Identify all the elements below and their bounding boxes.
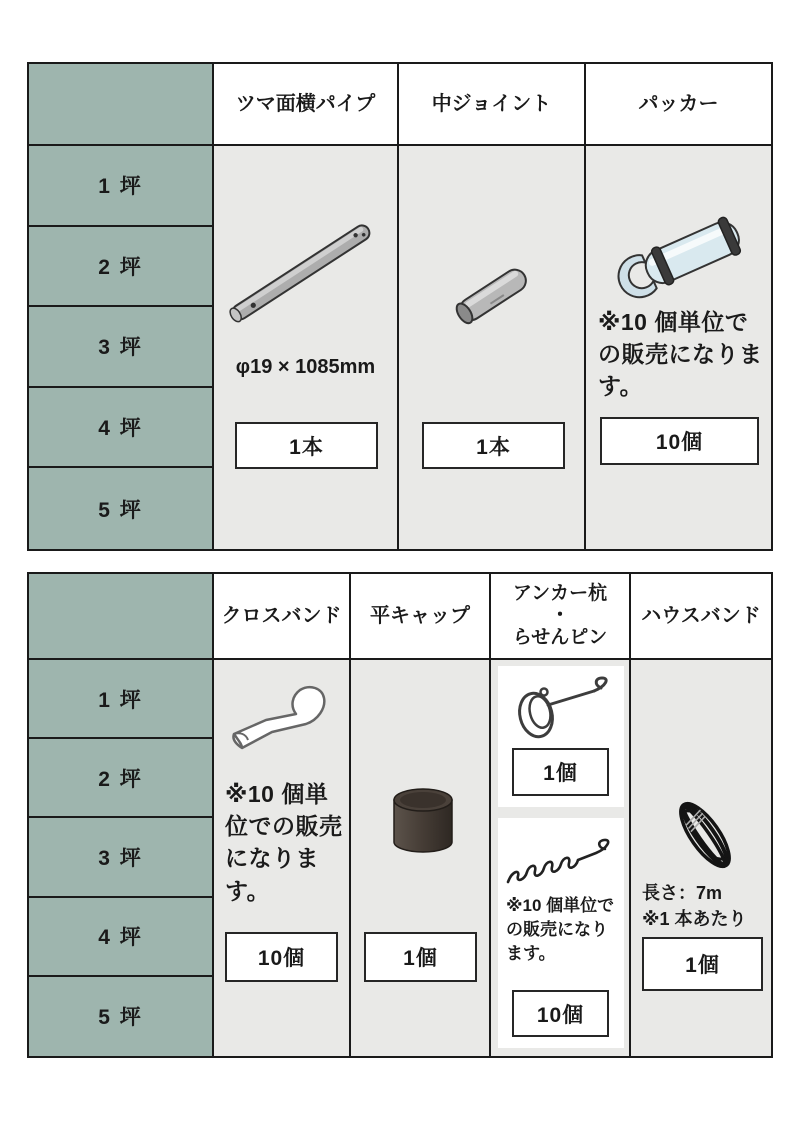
pipe-spec-text: φ19 × 1085mm [235,356,376,378]
table1-header-naka-joint [399,64,586,146]
row-label-1tsubo: 1 坪 [29,146,214,227]
packer-image [608,208,753,318]
column-header-label: 中ジョイント [431,92,552,115]
parts-table-1 [27,62,773,551]
parts-table-2 [27,572,773,1058]
cross-band-note-text: ※10 個単位での販売になります。 [225,781,343,904]
row-label-1tsubo: 1 坪 [29,660,214,739]
spiral-pin-subpanel [498,818,624,1048]
row-label-4tsubo: 4 坪 [29,388,214,469]
table2-corner-cell [29,574,214,660]
header-line-2: ・ [550,605,570,627]
column-header-label: 平キャップ [370,604,470,627]
cell-naka-joint [399,146,586,549]
cross-band-qty-box: 10個 [225,932,338,982]
table1-header-packer [586,64,771,146]
spiral-pin-qty-box: 10個 [512,990,609,1037]
anchor-stake-qty-box: 1個 [512,748,609,796]
header-line-3: らせんピン [512,626,608,648]
cell-house-band [631,660,771,1056]
anchor-stake-image [508,676,614,747]
table2-header-cross-band [214,574,351,660]
row-label-3tsubo: 3 坪 [29,818,214,897]
flat-cap-image [383,782,463,867]
cell-anchor-spiral [491,660,631,1056]
anchor-stake-subpanel [498,666,624,807]
cell-flat-cap [351,660,491,1056]
table2-header-anchor-spiral [491,574,631,660]
house-band-length: 長さ：7m [642,883,723,903]
table2-header-house-band [631,574,771,660]
row-label-5tsubo: 5 坪 [29,977,214,1056]
joint-image [444,251,544,341]
table1-corner-cell [29,64,214,146]
house-band-per-unit: ※1 本あたり [642,909,747,930]
joint-qty-box: 1本 [422,422,565,469]
row-label-2tsubo: 2 坪 [29,739,214,818]
table2-header-flat-cap [351,574,491,660]
house-band-spec-text [642,880,772,932]
header-line-1: アンカー杭 [512,583,608,605]
row-label-4tsubo: 4 坪 [29,898,214,977]
pipe-qty-box: 1本 [235,422,378,469]
row-label-3tsubo: 3 坪 [29,307,214,388]
packer-note-text: ※10 個単位での販売になります。 [598,309,763,400]
cell-cross-band [214,660,351,1056]
cross-band-image [226,682,341,767]
flat-cap-qty-box: 1個 [364,932,477,982]
column-header-label: パッカー [638,92,719,115]
row-label-5tsubo: 5 坪 [29,468,214,549]
pipe-image [222,216,392,346]
row-label-2tsubo: 2 坪 [29,227,214,308]
table1-header-tsuma-pipe [214,64,399,146]
house-band-image [655,788,755,888]
cell-tsuma-pipe [214,146,399,549]
cell-packer [586,146,771,549]
column-header-label: ハウスバンド [641,604,761,627]
spiral-pin-note-text: ※10 個単位での販売になります。 [506,896,615,963]
column-header-label: ツマ面横パイプ [235,92,376,115]
spiral-pin-image [502,830,620,893]
column-header-label [513,583,607,649]
column-header-label: クロスバンド [221,604,342,627]
house-band-qty-box: 1個 [642,937,763,991]
packer-qty-box: 10個 [600,417,759,465]
